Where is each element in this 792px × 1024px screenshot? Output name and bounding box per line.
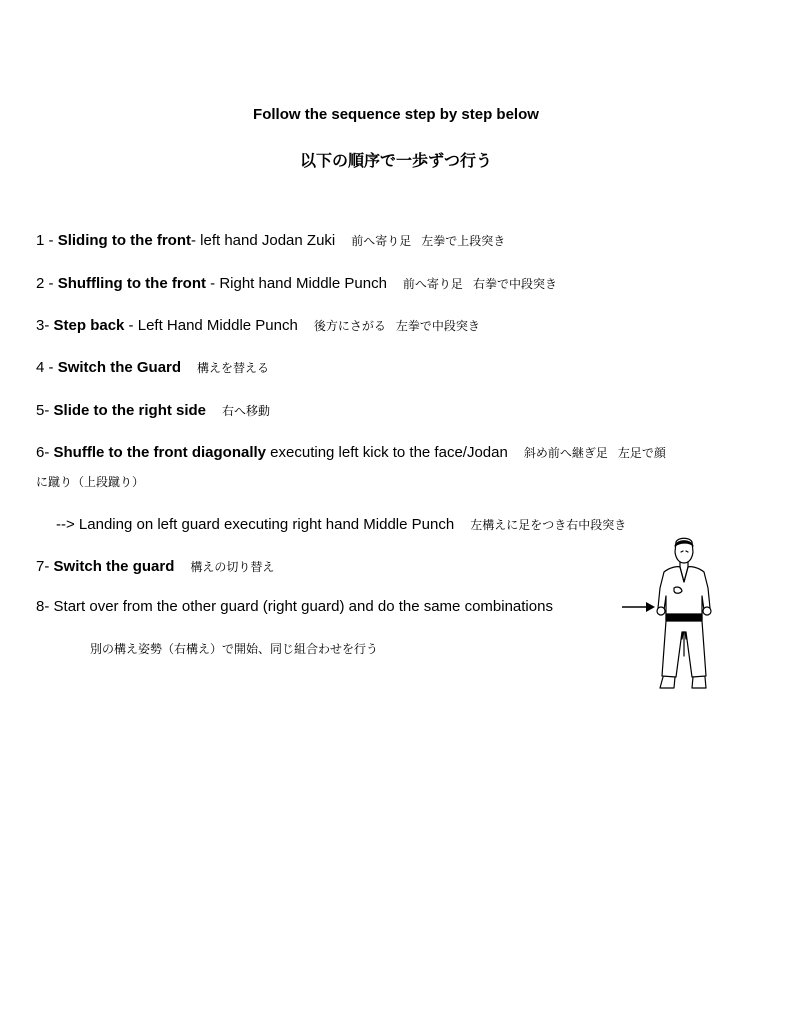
step-title: Slide to the right side	[53, 402, 207, 419]
step-jp-2: 右拳で中段突き	[472, 277, 557, 291]
step-number: 2 -	[36, 275, 58, 292]
step-jp-2: 左拳で中段突き	[395, 319, 480, 333]
final-jp-note: 別の構え姿勢（右構え）で開始、同じ組合わせを行う	[90, 642, 379, 656]
step-number: 6-	[36, 444, 54, 461]
step-jp-1: 前へ寄り足	[402, 277, 463, 291]
step-jp-1: 右へ移動	[222, 404, 271, 418]
step-2	[36, 275, 557, 292]
step-number: 5-	[36, 402, 54, 419]
step-text: - Left Hand Middle Punch	[124, 317, 298, 334]
step-number: 8-	[36, 598, 54, 615]
step-jp-1: 後方にさがる	[313, 319, 386, 333]
step-title: Switch the Guard	[57, 359, 182, 376]
karate-figure-icon	[644, 536, 722, 696]
step-title: Switch the guard	[53, 558, 175, 575]
step-7	[36, 558, 274, 575]
step-number: 7-	[36, 558, 54, 575]
step-text: - left hand Jodan Zuki	[191, 232, 336, 249]
step-text: executing left kick to the face/Jodan	[266, 444, 508, 461]
step-number: 4 -	[36, 359, 58, 376]
sub-step-text: --> Landing on left guard executing right hand Middle Punch	[56, 516, 455, 533]
step-title: Sliding to the front	[57, 232, 191, 249]
step-number: 1 -	[36, 232, 58, 249]
step-jp-2: 左足で顔	[617, 446, 666, 460]
step-jp-1: 構えを替える	[197, 361, 270, 375]
step-3	[36, 317, 480, 334]
step-text: Start over from the other guard (right guard) and do the same combinations	[53, 598, 553, 615]
step-jp-1: 斜め前へ継ぎ足	[523, 446, 608, 460]
page-title-jp: 以下の順序で一歩ずつ行う	[299, 151, 492, 170]
step-jp-2: 左拳で上段突き	[421, 234, 506, 248]
step-1	[36, 232, 505, 249]
step-title: Shuffle to the front diagonally	[53, 444, 267, 461]
step-6	[36, 444, 666, 461]
step-text: - Right hand Middle Punch	[205, 275, 387, 292]
step-title: Step back	[53, 317, 125, 334]
step-6-sub	[56, 516, 626, 533]
step-number: 3-	[36, 317, 54, 334]
step-jp-1: 構えの切り替え	[190, 560, 275, 574]
page-title-en: Follow the sequence step by step below	[253, 106, 539, 123]
step-title: Shuffling to the front	[57, 275, 206, 292]
step-4	[36, 359, 269, 376]
sub-step-jp: 左構えに足をつき右中段突き	[470, 518, 627, 532]
step-5	[36, 402, 270, 419]
step-jp-1: 前へ寄り足	[351, 234, 412, 248]
step-8	[36, 598, 553, 615]
step-6-jp-continued: に蹴り（上段蹴り）	[36, 475, 145, 489]
